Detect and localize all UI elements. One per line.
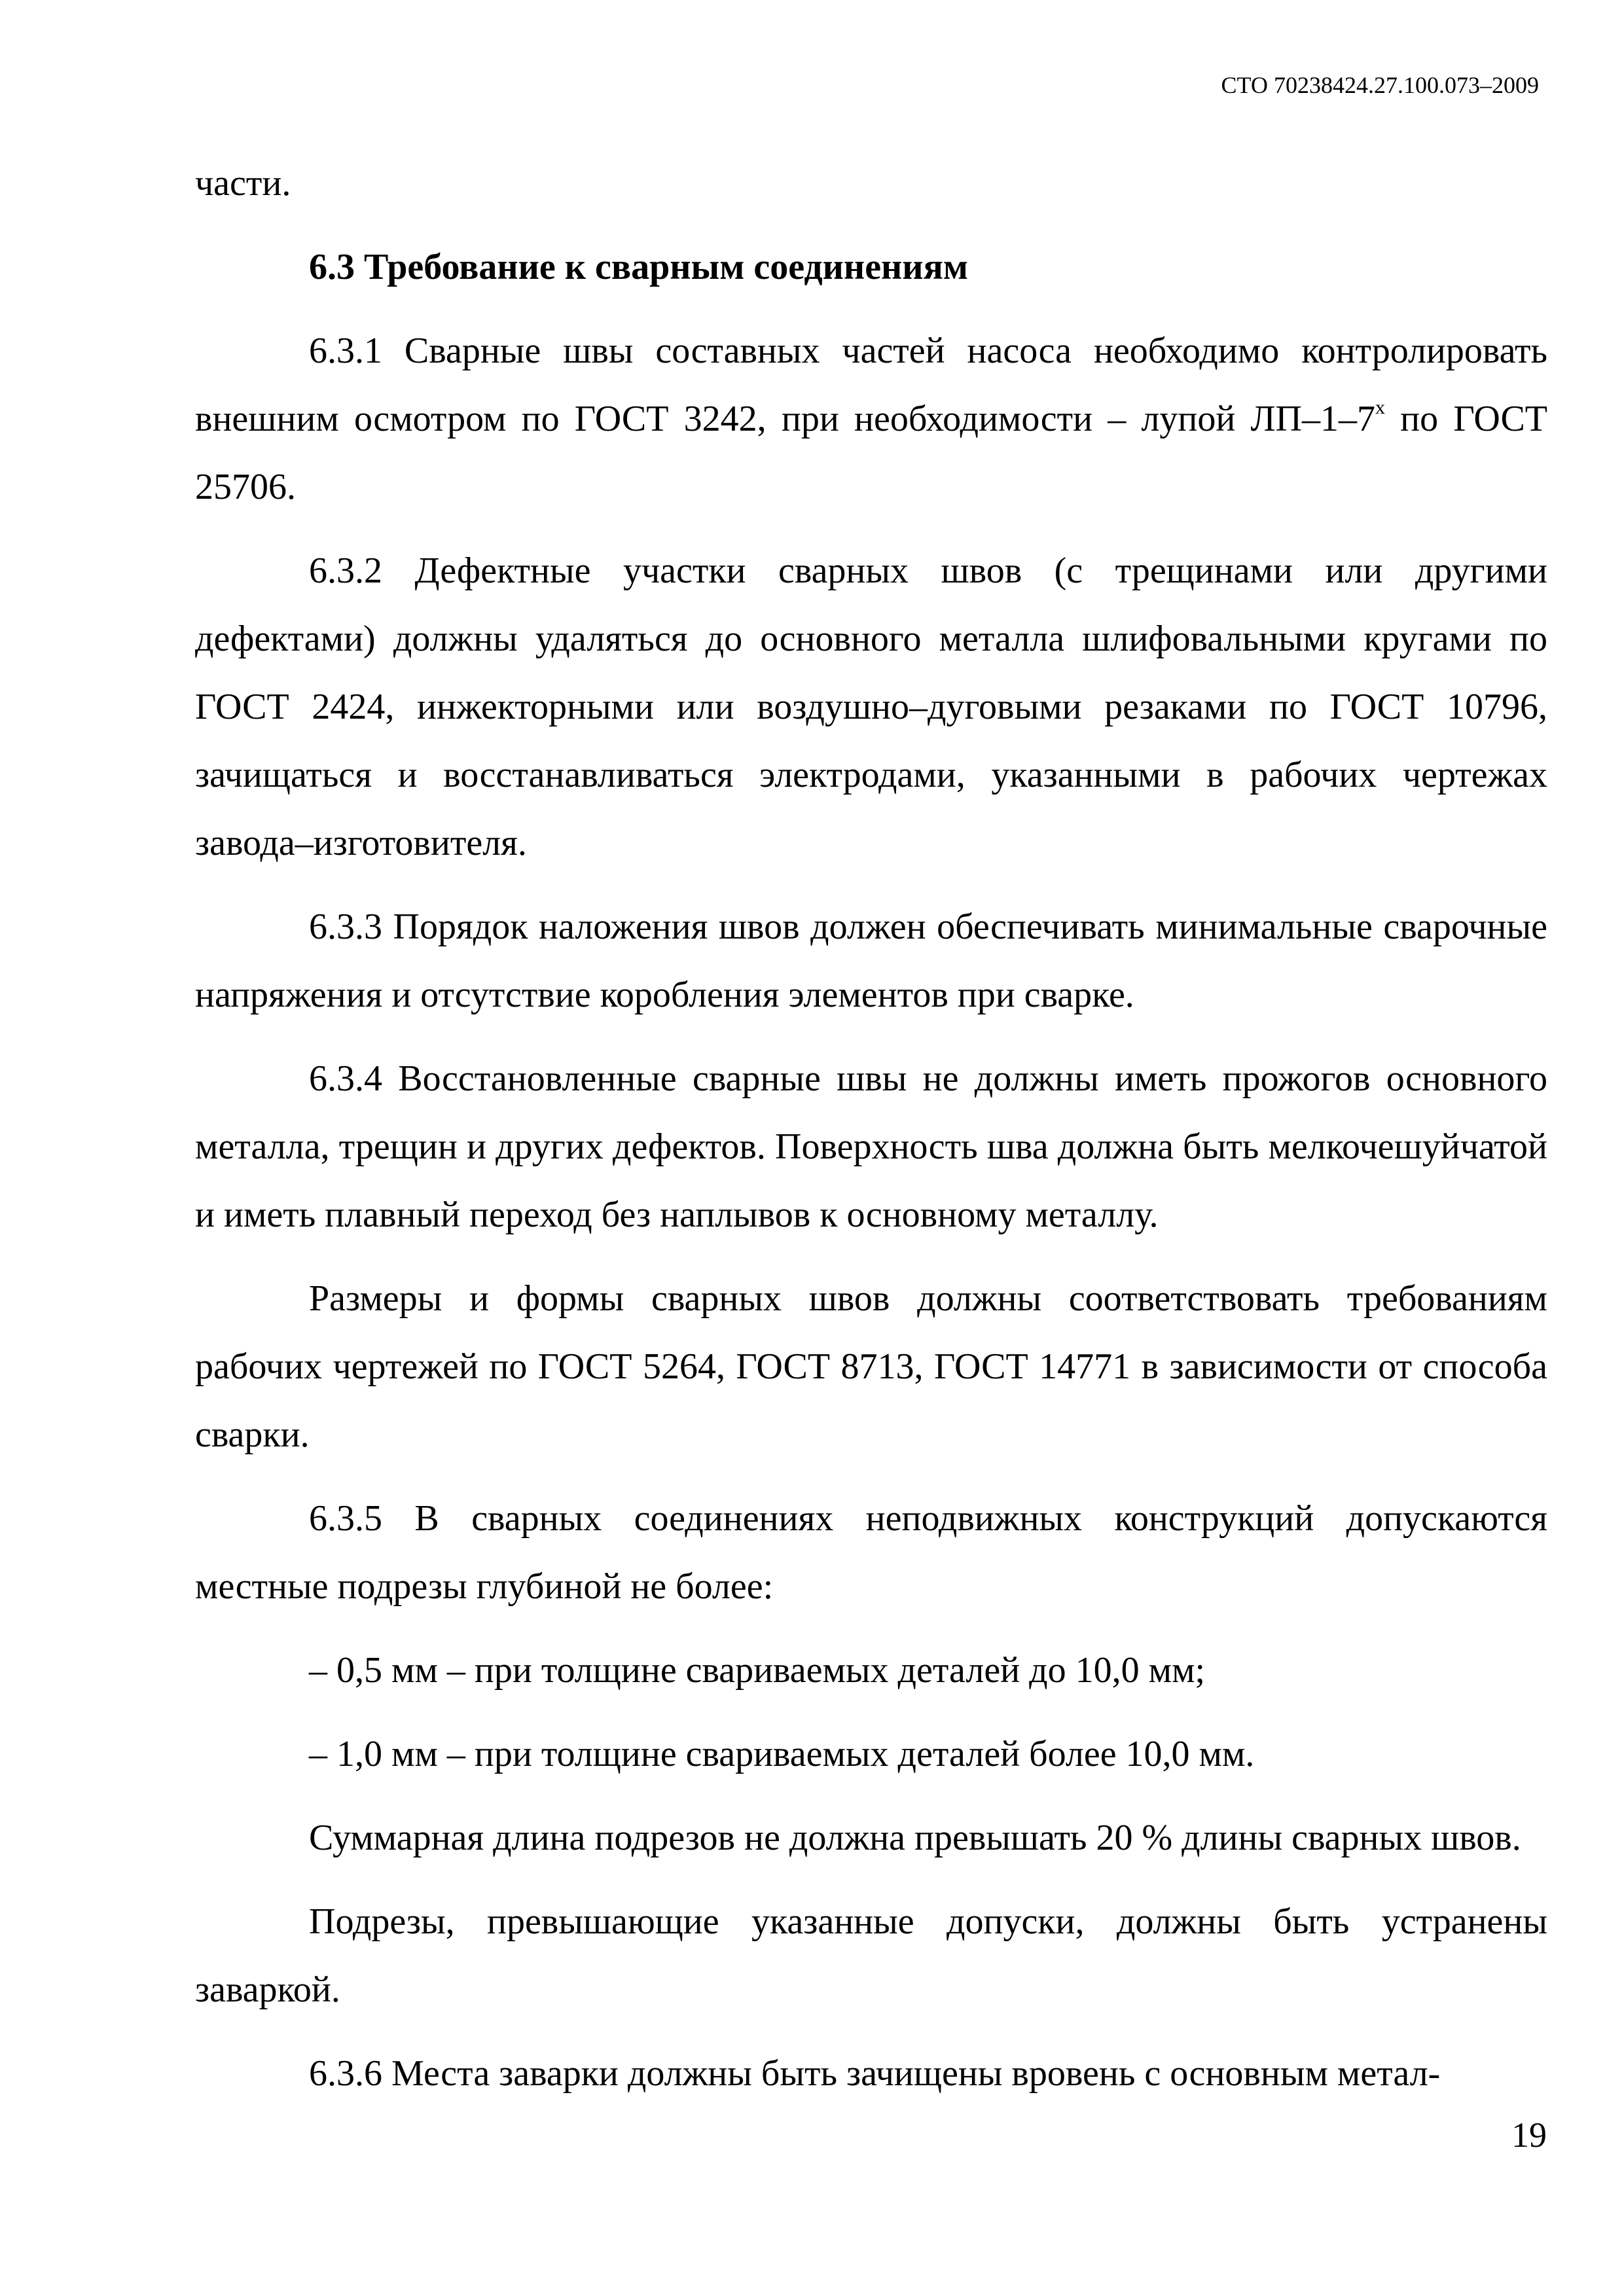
paragraph-undercut-exceed: Подрезы, превышающие указанные допуски, должны быть устранены заваркой. <box>195 1901 1547 2010</box>
paragraph-6-3-4: 6.3.4 Восстановленные сварные швы не должны иметь прожогов основного металла, трещин и других дефектов. Поверхность шва должна быть мелкочешуйчатой и иметь плавный переход без наплывов к основному металлу. <box>195 1058 1547 1235</box>
paragraph-6-3-2: 6.3.2 Дефектные участки сварных швов (с трещинами или другими дефектами) должны удаляться до основного металла шлифовальными кругами по ГОСТ 2424, инжекторными или воздушно–дуговыми резаками по ГОСТ 10796, зачищаться и восстанавливаться электродами, указанными в рабочих чертежах завода–изготовителя. <box>195 550 1547 863</box>
list-item-1: – 0,5 мм – при толщине свариваемых деталей до 10,0 мм; <box>309 1650 1206 1691</box>
list-item-2: – 1,0 мм – при толщине свариваемых деталей более 10,0 мм. <box>309 1734 1255 1774</box>
paragraph-6-3-1 <box>195 317 1547 521</box>
paragraph-6-3-1-text: 6.3.1 Сварные швы составных частей насоса необходимо контролировать внешним осмотром по ГОСТ 3242, при необходимости – лупой ЛП–1–7 <box>195 331 1547 439</box>
paragraph-6-3-1-tail: по ГОСТ 25706. <box>195 399 1548 507</box>
superscript-mark: х <box>1375 397 1385 418</box>
section-heading: 6.3 Требование к сварным соединениям <box>309 247 969 287</box>
page-number: 19 <box>1511 2115 1547 2155</box>
paragraph-6-3-3: 6.3.3 Порядок наложения швов должен обеспечивать минимальные сварочные напряжения и отсутствие коробления элементов при сварке. <box>195 906 1547 1015</box>
paragraph-6-3-6: 6.3.6 Места заварки должны быть зачищены вровень с основным метал- <box>309 2053 1441 2094</box>
document-body <box>195 149 1547 2123</box>
document-code-header: СТО 70238424.27.100.073–2009 <box>1221 72 1539 98</box>
paragraph-6-3-5: 6.3.5 В сварных соединениях неподвижных конструкций допускаются местные подрезы глубиной не более: <box>195 1498 1547 1607</box>
continuation-fragment: части. <box>195 163 291 204</box>
paragraph-weld-sizes: Размеры и формы сварных швов должны соответствовать требованиям рабочих чертежей по ГОСТ 5264, ГОСТ 8713, ГОСТ 14771 в зависимости от способа сварки. <box>195 1278 1547 1455</box>
paragraph-undercut-total: Суммарная длина подрезов не должна превышать 20 % длины сварных швов. <box>309 1818 1521 1858</box>
